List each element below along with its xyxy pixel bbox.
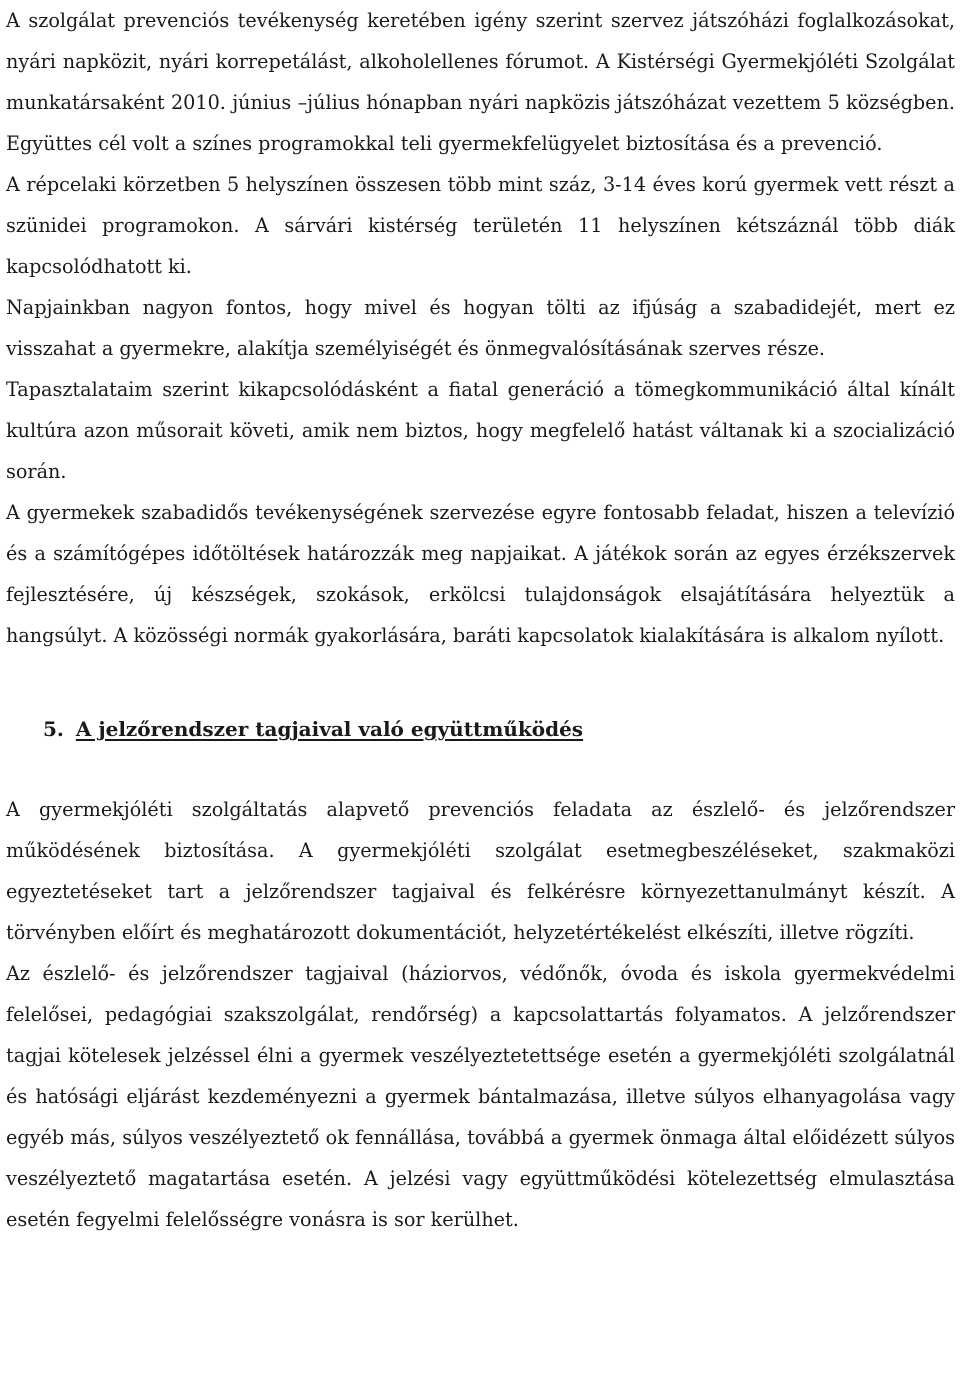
paragraph-prevention-activities: A szolgálat prevenciós tevékenység keretében igény szerint szervez játszóházi foglalkozásokat, nyári napközit, nyári korrepetálást, alkoholellenes fórumot. A Kistérségi Gyermekjóléti Szolgálat munkatársaként 2010. június –július hónapban nyári napközis játszóházat vezettem 5 községben. Együttes cél volt a színes programokkal teli gyermekfelügyelet biztosítása és a prevenció. <box>6 9 955 155</box>
paragraph-signal-system-task: A gyermekjóléti szolgáltatás alapvető prevenciós feladata az észlelő- és jelzőrendszer működésének biztosítása. A gyermekjóléti szolgálat esetmegbeszéléseket, szakmaközi egyeztetéseket tart a jelzőrendszer tagjaival és felkérésre környezettanulmányt készít. A törvényben előírt és meghatározott dokumentációt, helyzetértékelést elkészíti, illetve rögzíti. <box>6 798 955 944</box>
paragraph-signal-system-members: Az észlelő- és jelzőrendszer tagjaival (háziorvos, védőnők, óvoda és iskola gyermekvédelmi felelősei, pedagógiai szakszolgálat, rendőrség) a kapcsolattartás folyamatos. A jelzőrendszer tagjai kötelesek jelzéssel élni a gyermek veszélyeztetettsége esetén a gyermekjóléti szolgálatnál és hatósági eljárást kezdeményezni a gyermek bántalmazása, illetve súlyos elhanyagolása vagy egyéb más, súlyos veszélyeztető ok fennállása, továbbá a gyermek önmaga által előidézett súlyos veszélyeztető magatartása esetén. A jelzési vagy együttműködési kötelezettség elmulasztása esetén fegyelmi felelősségre vonásra is sor kerülhet. <box>6 962 955 1231</box>
document-page <box>6 0 955 1240</box>
paragraph-free-time-importance: Napjainkban nagyon fontos, hogy mivel és hogyan tölti az ifjúság a szabadidejét, mert ez visszahat a gyermekre, alakítja személyiségét és önmegvalósításának szerves része. <box>6 296 955 360</box>
section-number: 5. <box>43 717 64 741</box>
section-title: A jelzőrendszer tagjaival való együttműködés <box>75 717 584 741</box>
section-heading <box>6 656 955 789</box>
paragraph-mass-media: Tapasztalataim szerint kikapcsolódásként a fiatal generáció a tömegkommunikáció által kínált kultúra azon műsorait követi, amik nem biztos, hogy megfelelő hatást váltanak ki a szocializáció során. <box>6 378 955 483</box>
paragraph-leisure-organization: A gyermekek szabadidős tevékenységének szervezése egyre fontosabb feladat, hiszen a televízió és a számítógépes időtöltések határozzák meg napjaikat. A játékok során az egyes érzékszervek fejlesztésére, új készségek, szokások, erkölcsi tulajdonságok elsajátítására helyeztük a hangsúlyt. A közösségi normák gyakorlására, baráti kapcsolatok kialakítására is alkalom nyílott. <box>6 501 955 647</box>
paragraph-repcelak-district: A répcelaki körzetben 5 helyszínen összesen több mint száz, 3-14 éves korú gyermek vett részt a szünidei programokon. A sárvári kistérség területén 11 helyszínen kétszáznál több diák kapcsolódhatott ki. <box>6 173 955 278</box>
